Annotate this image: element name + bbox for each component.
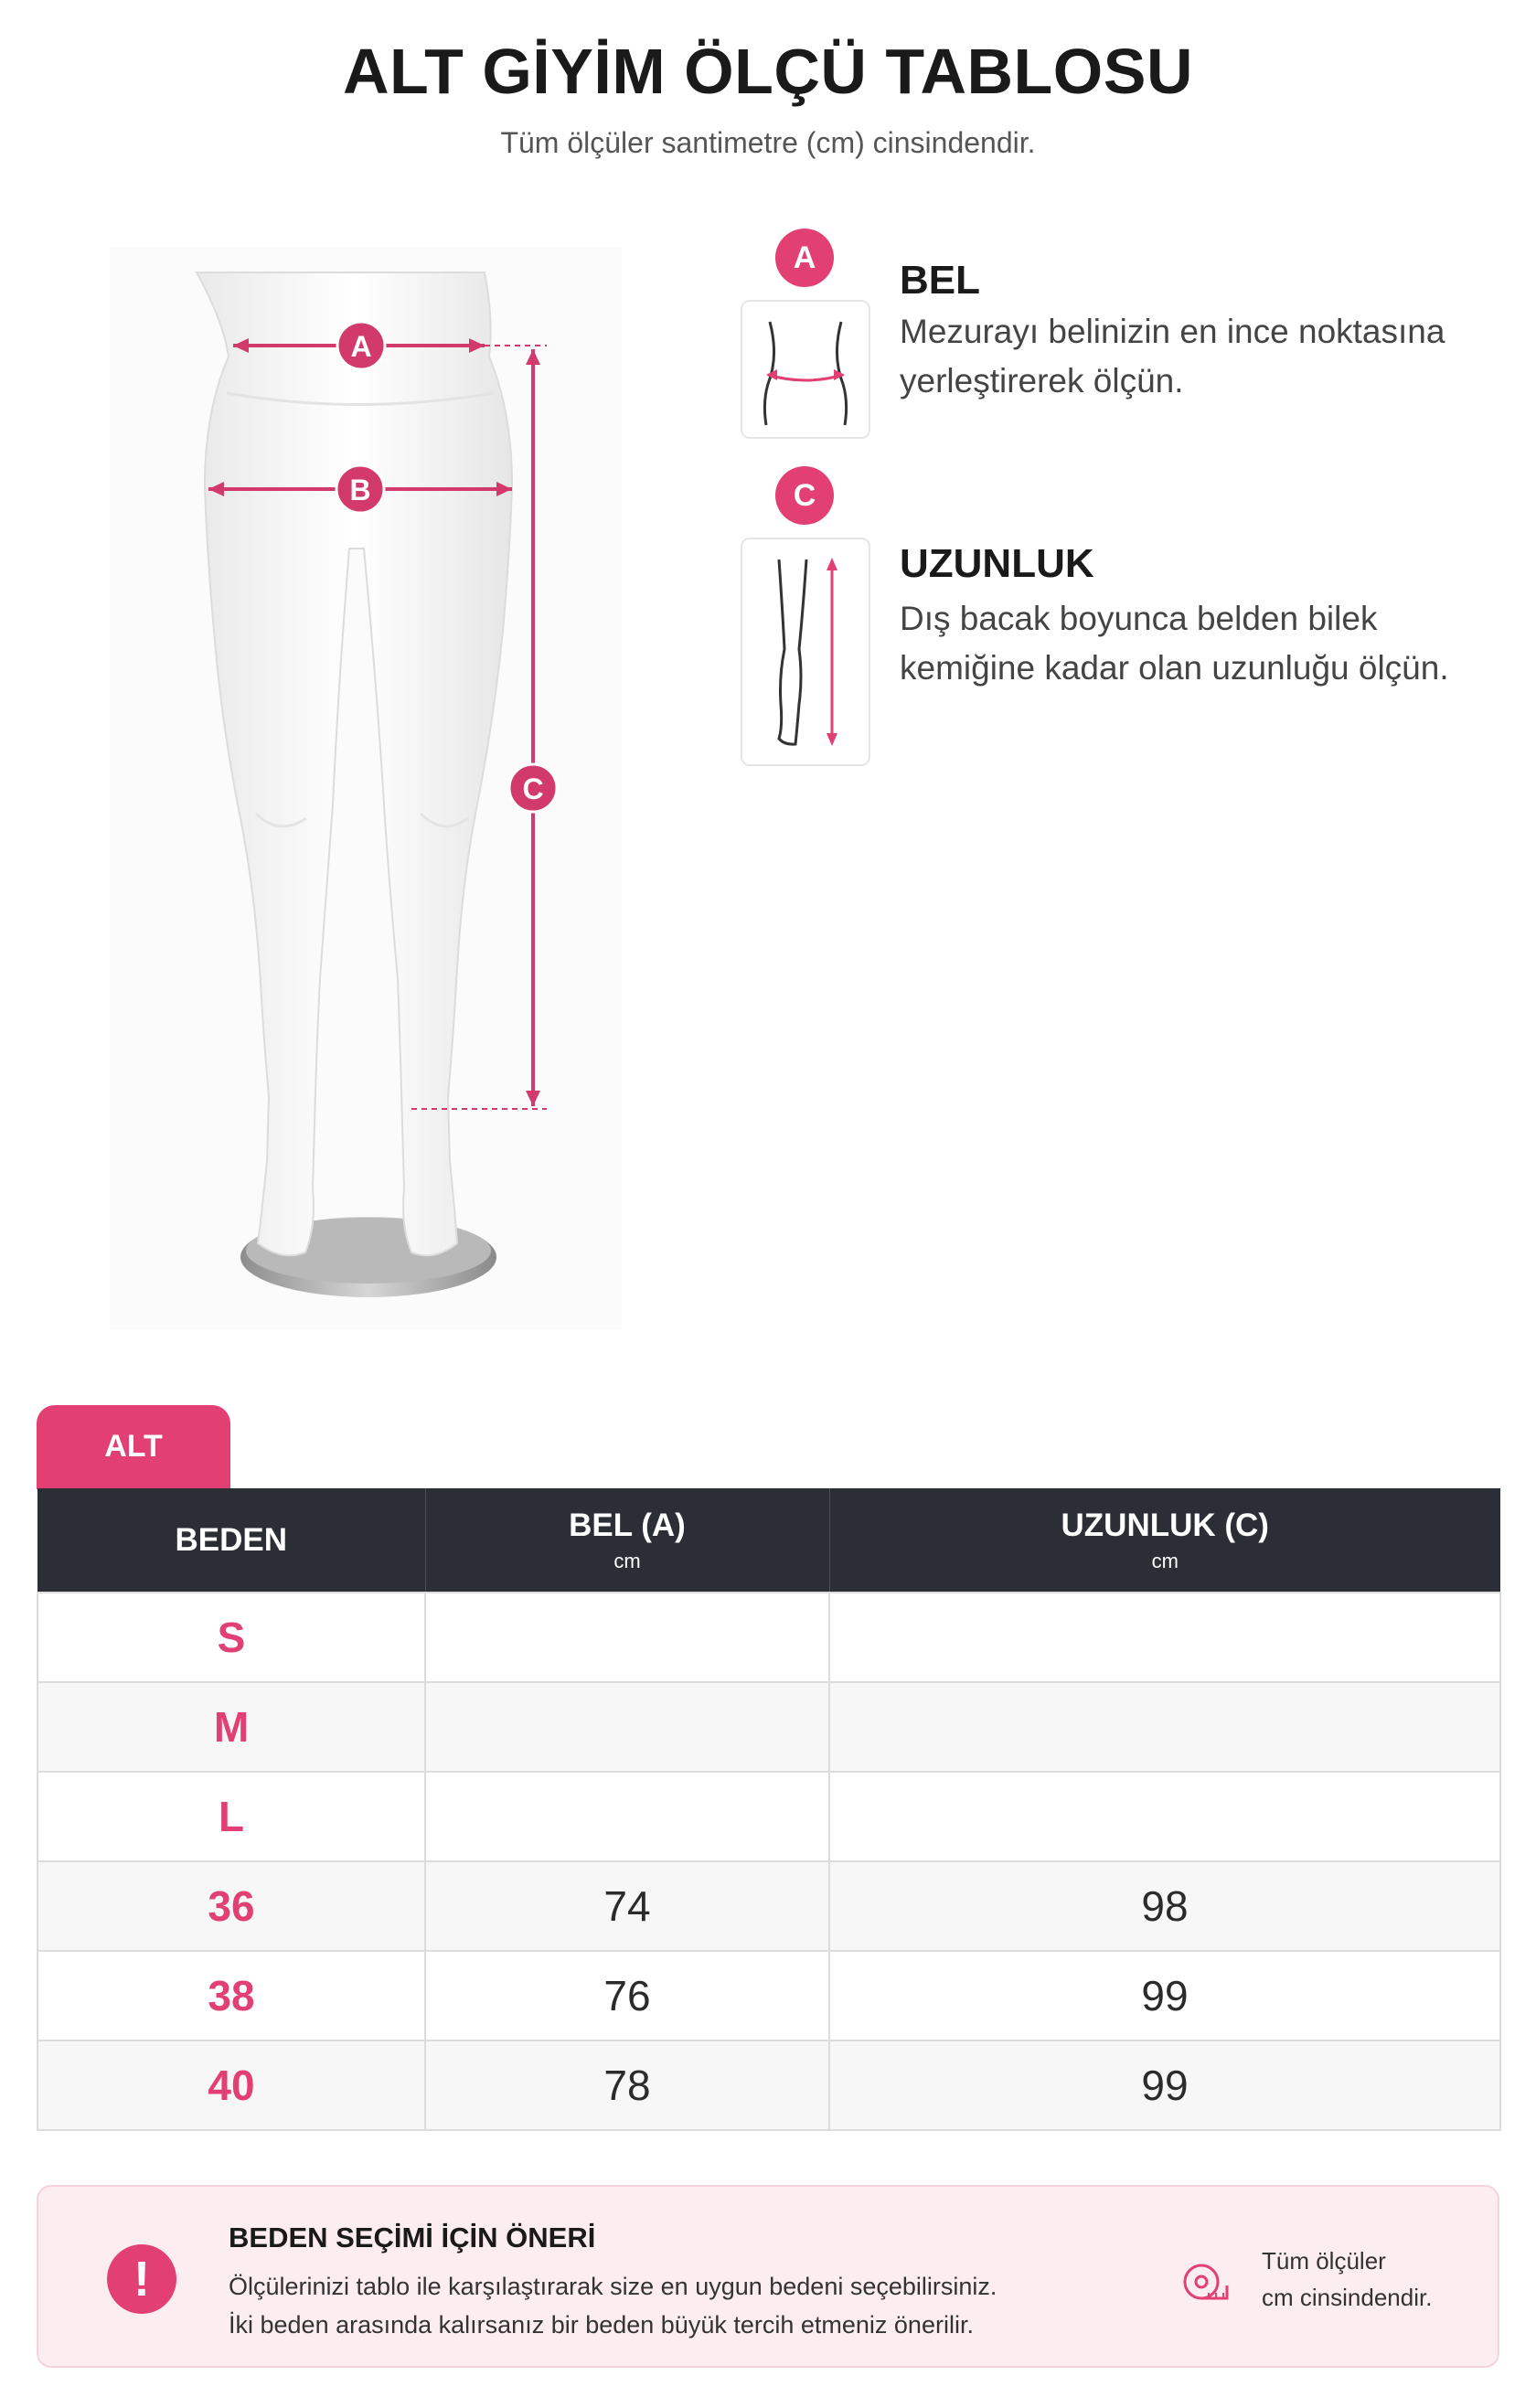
uzunluk-cell: 99	[829, 1951, 1500, 2040]
uzunluk-cell: 99	[829, 2040, 1500, 2130]
size-cell: S	[37, 1593, 425, 1682]
desc-line: Mezurayı belinizin en ince noktasına	[900, 313, 1445, 350]
bel-cell: 74	[425, 1861, 829, 1951]
note-side-text: Tüm ölçüler	[1262, 2247, 1386, 2275]
size-recommendation-note	[37, 2185, 1499, 2368]
length-diagram-card	[741, 538, 870, 766]
header-uzunluk: UZUNLUK (C) cm	[829, 1488, 1500, 1593]
header-beden: BEDEN	[37, 1488, 425, 1593]
table-row	[37, 1951, 1500, 2040]
desc-line: yerleştirerek ölçün.	[900, 362, 1184, 400]
size-cell: L	[37, 1772, 425, 1861]
mannequin-figure	[110, 247, 622, 1330]
size-cell: 36	[37, 1861, 425, 1951]
marker-b: B	[349, 474, 371, 506]
note-line: İki beden arasında kalırsanız bir beden büyük tercih etmeniz önerilir.	[229, 2311, 974, 2339]
measurement-title-bel: BEL	[900, 258, 980, 303]
table-row	[37, 1861, 1500, 1951]
header-bel: BEL (A) cm	[425, 1488, 829, 1593]
tab-alt[interactable]: ALT	[37, 1405, 230, 1489]
badge-c: C	[775, 466, 834, 525]
header-unit: cm	[1151, 1549, 1179, 1572]
table-row	[37, 1593, 1500, 1682]
measurement-title-uzunluk: UZUNLUK	[900, 541, 1094, 586]
table-row	[37, 1772, 1500, 1861]
waist-diagram-card	[741, 300, 870, 439]
marker-a: A	[350, 330, 372, 363]
badge-a: A	[775, 229, 834, 287]
bel-cell	[425, 1772, 829, 1861]
bel-cell: 78	[425, 2040, 829, 2130]
note-side-text: cm cinsindendir.	[1262, 2284, 1433, 2311]
bel-cell	[425, 1593, 829, 1682]
header-unit: cm	[613, 1549, 641, 1572]
table-row	[37, 2040, 1500, 2130]
page-title: ALT GİYİM ÖLÇÜ TABLOSU	[343, 36, 1193, 107]
size-cell: M	[37, 1682, 425, 1772]
size-cell: 40	[37, 2040, 425, 2130]
desc-line: kemiğine kadar olan uzunluğu ölçün.	[900, 649, 1449, 687]
measurement-uzunluk	[739, 466, 1507, 777]
size-table	[37, 1488, 1501, 2131]
marker-c: C	[522, 772, 544, 805]
uzunluk-cell	[829, 1593, 1500, 1682]
leg-length-icon	[742, 539, 869, 764]
page-subtitle: Tüm ölçüler santimetre (cm) cinsindendir.	[500, 126, 1036, 159]
note-title: BEDEN SEÇİMİ İÇİN ÖNERİ	[229, 2222, 596, 2254]
uzunluk-cell	[829, 1772, 1500, 1861]
uzunluk-cell	[829, 1682, 1500, 1772]
size-cell: 38	[37, 1951, 425, 2040]
bel-cell: 76	[425, 1951, 829, 2040]
measurement-bel	[739, 229, 1507, 457]
uzunluk-cell: 98	[829, 1861, 1500, 1951]
exclamation-icon: !	[107, 2244, 176, 2314]
table-header-row	[37, 1488, 1500, 1593]
bel-cell	[425, 1682, 829, 1772]
waist-icon	[742, 302, 869, 437]
note-line: Ölçülerinizi tablo ile karşılaştırarak size en uygun bedeni seçebilirsiniz.	[229, 2273, 997, 2300]
desc-line: Dış bacak boyunca belden bilek	[900, 600, 1378, 637]
measurement-desc-bel	[900, 307, 1521, 406]
measuring-tape-icon	[1181, 2258, 1232, 2307]
mannequin-illustration	[110, 247, 622, 1330]
table-row	[37, 1682, 1500, 1772]
measurement-desc-uzunluk	[900, 594, 1521, 693]
